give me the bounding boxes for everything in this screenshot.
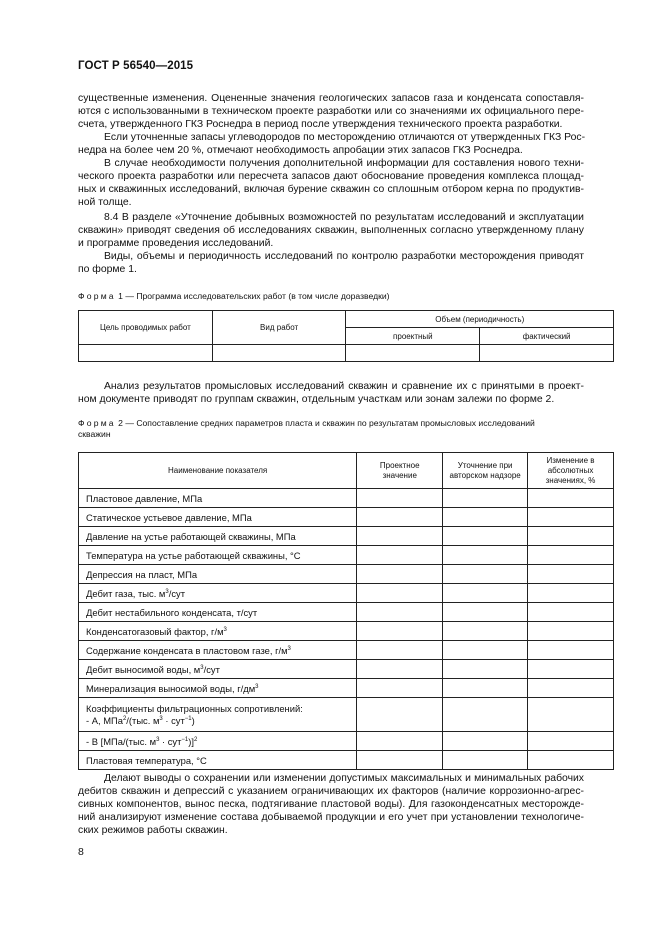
row-label: Пластовое давление, МПа [79, 489, 357, 508]
text-line: Если уточненные запасы углеводородов по месторождению отличаются от утвержденных ГКЗ Рос- [104, 132, 586, 143]
paragraph-1 [78, 92, 584, 131]
form2-caption [78, 418, 586, 440]
table-row [79, 546, 614, 565]
form-title: 1 — Программа исследовательских работ (в том числе доразведки) [118, 291, 390, 301]
document-header: ГОСТ Р 56540—2015 [78, 60, 194, 72]
table-row [79, 641, 614, 660]
table-cell [346, 345, 480, 362]
text-line: ются с использованными в техническом проекте разработки или со значениями их официального пере- [78, 106, 584, 117]
text-line: ной толще. [78, 197, 132, 208]
form-title-cont: скважин [78, 429, 111, 439]
text-line: Анализ результатов промысловых исследований скважин и сравнение их с принятыми в проект- [104, 381, 584, 392]
row-label: Температура на устье работающей скважины, °С [79, 546, 357, 565]
form1-table [78, 310, 614, 362]
col-header-name: Наименование показателя [79, 453, 357, 489]
table-cell [79, 345, 213, 362]
text-line: Виды, объемы и периодичность исследований по контролю разработки месторождения приводят [104, 251, 584, 262]
table-row [79, 732, 614, 751]
col-header-planned: проектный [346, 328, 480, 345]
table-row [79, 751, 614, 770]
paragraph-3 [78, 157, 584, 209]
table-row [79, 489, 614, 508]
table-row [79, 508, 614, 527]
row-label-filtration [79, 698, 357, 732]
paragraph-7 [78, 772, 584, 837]
table-row [79, 622, 614, 641]
row-label: Минерализация выносимой воды, $г/дм^3$ [79, 679, 357, 698]
text-line: по форме 1. [78, 264, 137, 275]
text-line: ний анализируют изменение состава добываемой продукции и его учет при установлении технологиче- [78, 812, 584, 823]
form-label: Форма [78, 291, 116, 301]
col-header-change: Изменение в абсолютных значениях, % [528, 453, 614, 489]
text-line: Делают выводы о сохранении или изменении допустимых максимальных и минимальных рабочих [104, 773, 584, 784]
filtration-title: Коэффициенты фильтрационных сопротивлений: [86, 702, 303, 714]
table-row [79, 603, 614, 622]
col-header-project: Проектное значение [357, 453, 443, 489]
text-line: ских режимов работы скважин. [78, 825, 228, 836]
col-header-type: Вид работ [212, 311, 346, 345]
col-header-actual: фактический [480, 328, 614, 345]
paragraph-2 [78, 131, 584, 157]
text-line: сивных компонентов, вынос песка, подтягивание пластовой воды). Для газоконденсатных месторожде- [78, 799, 584, 810]
row-label: Депрессия на пласт, МПа [79, 565, 357, 584]
paragraph-6 [78, 380, 584, 406]
table-cell [212, 345, 346, 362]
table-cell [480, 345, 614, 362]
row-label: Пластовая температура, °С [79, 751, 357, 770]
text-line: 8.4 В разделе «Уточнение добывных возможностей по результатам исследований и эксплуатации [104, 212, 584, 223]
row-label: - В [МПа/(тыс. $м^3 \cdot сут^{-1})]^2$ [79, 732, 357, 751]
form1-caption [78, 291, 586, 302]
col-header-goal: Цель проводимых работ [79, 311, 213, 345]
text-line: дебитов скважин и депрессий с указанием ограничивающих их факторов (наличие коррозионно-агрес- [78, 786, 584, 797]
table-row [79, 660, 614, 679]
filtration-a: - А, МПа$^2$/(тыс. $м^3 \cdot сут^{-1}$) [86, 714, 195, 726]
text-line: ном документе приводят по группам скважин, отдельным участкам или зонам залежи по форме 2. [78, 394, 555, 405]
text-line: и программе проведения исследований. [78, 238, 274, 249]
row-label: Содержание конденсата в пластовом газе, $г/м^3$ [79, 641, 357, 660]
table-row [79, 527, 614, 546]
table-row [79, 345, 614, 362]
table-row [79, 565, 614, 584]
text-line: ных и скважинных исследований, включая бурение скважин со сплошным отбором керна по продуктив- [78, 184, 584, 195]
row-label: Дебит выносимой воды, $м^3$/сут [79, 660, 357, 679]
text-line: В случае необходимости получения дополнительной информации для составления нового техни- [104, 158, 584, 169]
paragraph-4 [78, 211, 584, 250]
text-line: счета, утвержденного ГКЗ Роснедра в период после утверждения технического проекта разработки. [78, 119, 563, 130]
text-line: существенные изменения. Оцененные значения геологических запасов газа и конденсата сопоставля- [78, 93, 584, 104]
row-label: Дебит газа, тыс. $м^3$/сут [79, 584, 357, 603]
text-line: ческого проекта разработки или пересчета запасов дают обоснование проведения комплекса площад- [78, 171, 584, 182]
col-header-volume: Объем (периодичность) [346, 311, 614, 328]
row-label: Конденсатогазовый фактор, $г/м^3$ [79, 622, 357, 641]
text-line: недра на более чем 20 %, отмечают необходимость апробации этих запасов ГКЗ Роснедра. [78, 145, 523, 156]
page-number: 8 [78, 846, 84, 858]
table-row [79, 679, 614, 698]
table-row [79, 698, 614, 732]
row-label: Давление на устье работающей скважины, МПа [79, 527, 357, 546]
paragraph-5 [78, 250, 584, 276]
text-line: скважин» приводят сведения об исследованиях скважин, выполненных согласно утвержденному плану [78, 225, 584, 236]
row-label: Дебит нестабильного конденсата, т/сут [79, 603, 357, 622]
table-row [79, 584, 614, 603]
form-title: 2 — Сопоставление средних параметров пласта и скважин по результатам промысловых исследований [118, 418, 535, 428]
col-header-refine: Уточнение при авторском надзоре [443, 453, 528, 489]
row-label: Статическое устьевое давление, МПа [79, 508, 357, 527]
form-label: Форма [78, 418, 116, 428]
form2-table [78, 452, 614, 770]
